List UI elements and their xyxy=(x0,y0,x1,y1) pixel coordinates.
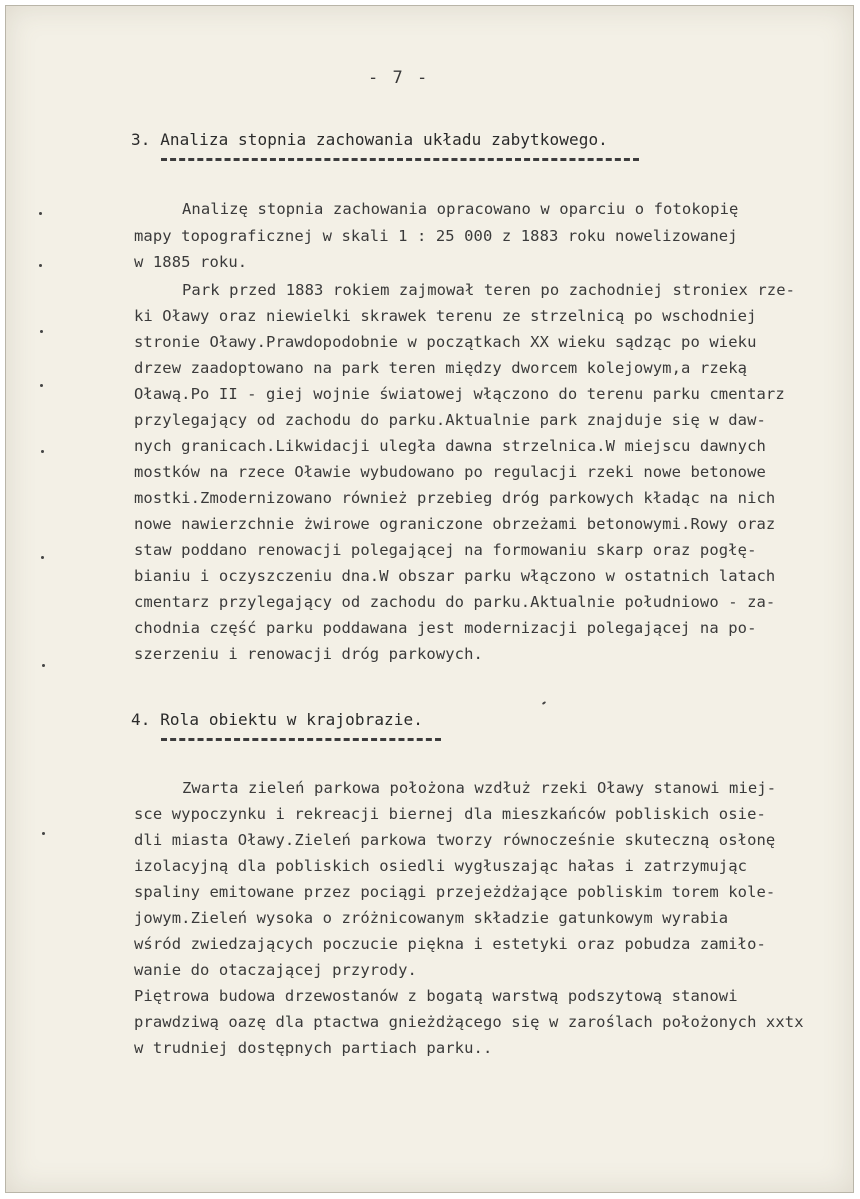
section-4-line-4: izolacyjną dla pobliskich osiedli wygłuszając hałas i zatrzymując xyxy=(134,857,748,875)
section-3-line-8: Oławą.Po II - giej wojnie światowej włączono do terenu parku cmentarz xyxy=(134,385,785,403)
document-page xyxy=(5,5,854,1193)
section-4-line-1: Zwarta zieleń parkowa położona wzdłuż rzeki Oławy stanowi miej- xyxy=(182,779,777,797)
section-4-underline xyxy=(161,738,441,741)
section-3-line-14: staw poddano renowacji polegającej na formowaniu skarp oraz pogłę- xyxy=(134,541,757,559)
section-3-underline xyxy=(161,158,639,161)
section-4-line-11: w trudniej dostępnych partiach parku.. xyxy=(134,1039,493,1057)
margin-dot xyxy=(41,450,44,453)
section-3-line-9: przylegający od zachodu do parku.Aktualnie park znajduje się w daw- xyxy=(134,411,766,429)
section-3-line-18: szerzeniu i renowacji dróg parkowych. xyxy=(134,645,483,663)
section-3-line-2: mapy topograficznej w skali 1 : 25 000 z 1883 roku nowelizowanej xyxy=(134,227,738,245)
page-number: - 7 - xyxy=(368,68,430,88)
section-3-line-3: w 1885 roku. xyxy=(134,253,248,271)
section-3-line-17: chodnia część parku poddawana jest modernizacji polegającej na po- xyxy=(134,619,757,637)
section-4-line-2: sce wypoczynku i rekreacji biernej dla mieszkańców pobliskich osie- xyxy=(134,805,766,823)
margin-dot xyxy=(42,832,45,835)
section-4-line-7: wśród zwiedzających poczucie piękna i estetyki oraz pobudza zamiło- xyxy=(134,935,766,953)
margin-dot xyxy=(42,664,45,667)
pen-mark xyxy=(542,701,546,705)
section-3-line-11: mostków na rzece Oławie wybudowano po regulacji rzeki nowe betonowe xyxy=(134,463,766,481)
margin-dot xyxy=(40,330,43,333)
section-3-line-10: nych granicach.Likwidacji uległa dawna strzelnica.W miejscu dawnych xyxy=(134,437,766,455)
section-4-line-5: spaliny emitowane przez pociągi przejeżdżające pobliskim torem kole- xyxy=(134,883,776,901)
section-3-line-6: stronie Oławy.Prawdopodobnie w początkach XX wieku sądząc po wieku xyxy=(134,333,757,351)
section-3-line-16: cmentarz przylegający od zachodu do parku.Aktualnie południowo - za- xyxy=(134,593,776,611)
section-3-line-15: bianiu i oczyszczeniu dna.W obszar parku włączono w ostatnich latach xyxy=(134,567,776,585)
section-3-line-12: mostki.Zmodernizowano również przebieg dróg parkowych kładąc na nich xyxy=(134,489,776,507)
section-4-line-9: Piętrowa budowa drzewostanów z bogatą warstwą podszytową stanowi xyxy=(134,987,738,1005)
section-3-line-5: ki Oławy oraz niewielki skrawek terenu ze strzelnicą po wschodniej xyxy=(134,307,757,325)
section-3-line-1: Analizę stopnia zachowania opracowano w oparciu o fotokopię xyxy=(182,200,739,218)
section-4-line-8: wanie do otaczającej przyrody. xyxy=(134,961,417,979)
section-3-line-4: Park przed 1883 rokiem zajmował teren po zachodniej stroniex rze- xyxy=(182,281,796,299)
margin-dot xyxy=(41,556,44,559)
margin-dot xyxy=(39,212,42,215)
section-3-line-13: nowe nawierzchnie żwirowe ograniczone obrzeżami betonowymi.Rowy oraz xyxy=(134,515,776,533)
section-3-heading: 3. Analiza stopnia zachowania układu zabytkowego. xyxy=(131,130,608,149)
section-4-line-3: dli miasta Oławy.Zieleń parkowa tworzy równocześnie skuteczną osłonę xyxy=(134,831,776,849)
section-4-heading: 4. Rola obiektu w krajobrazie. xyxy=(131,710,423,729)
margin-dot xyxy=(40,384,43,387)
section-4-line-10: prawdziwą oazę dla ptactwa gnieżdżącego się w zaroślach położonych xxtx xyxy=(134,1013,804,1031)
section-4-line-6: jowym.Zieleń wysoka o zróżnicowanym składzie gatunkowym wyrabia xyxy=(134,909,729,927)
section-3-line-7: drzew zaadoptowano na park teren między dworcem kolejowym,a rzeką xyxy=(134,359,748,377)
margin-dot xyxy=(39,264,42,267)
